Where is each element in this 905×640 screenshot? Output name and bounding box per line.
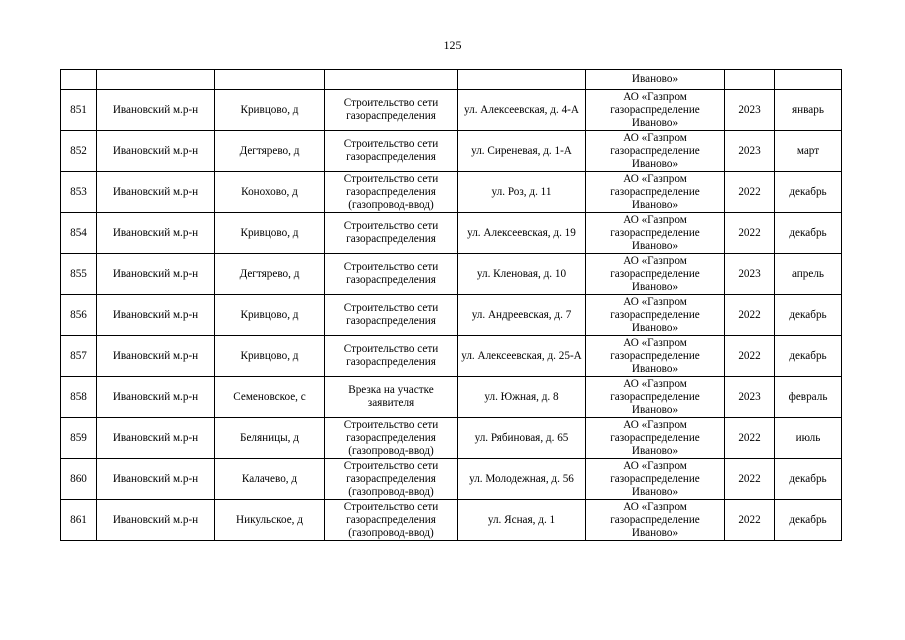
address-cell: ул. Алексеевская, д. 4-А	[458, 90, 586, 131]
district-cell: Ивановский м.р-н	[97, 418, 215, 459]
year-cell: 2022	[725, 336, 775, 377]
row-number-cell: 853	[61, 172, 97, 213]
work-type-cell: Строительство сети газораспределения	[325, 131, 458, 172]
settlement-cell: Конохово, д	[215, 172, 325, 213]
address-cell: ул. Южная, д. 8	[458, 377, 586, 418]
year-cell: 2022	[725, 295, 775, 336]
work-type-cell: Строительство сети газораспределения	[325, 90, 458, 131]
settlement-cell: Семеновское, с	[215, 377, 325, 418]
month-cell: декабрь	[775, 459, 842, 500]
row-number-cell: 855	[61, 254, 97, 295]
year-cell: 2022	[725, 500, 775, 541]
settlement-cell: Никульское, д	[215, 500, 325, 541]
work-type-cell: Строительство сети газораспределения	[325, 254, 458, 295]
organization-cell: АО «Газпром газораспределение Иваново»	[586, 336, 725, 377]
table-row	[61, 377, 842, 418]
district-cell: Ивановский м.р-н	[97, 500, 215, 541]
work-type-cell: Строительство сети газораспределения	[325, 336, 458, 377]
table-row	[61, 459, 842, 500]
work-type-cell: Строительство сети газораспределения	[325, 295, 458, 336]
month-cell	[775, 70, 842, 90]
district-cell: Ивановский м.р-н	[97, 213, 215, 254]
organization-cell: АО «Газпром газораспределение Иваново»	[586, 254, 725, 295]
month-cell: декабрь	[775, 172, 842, 213]
table-row	[61, 295, 842, 336]
month-cell: февраль	[775, 377, 842, 418]
organization-cell: АО «Газпром газораспределение Иваново»	[586, 459, 725, 500]
row-number-cell: 854	[61, 213, 97, 254]
address-cell: ул. Андреевская, д. 7	[458, 295, 586, 336]
district-cell: Ивановский м.р-н	[97, 336, 215, 377]
row-number-cell: 856	[61, 295, 97, 336]
table-row	[61, 172, 842, 213]
year-cell: 2023	[725, 377, 775, 418]
row-number-cell: 861	[61, 500, 97, 541]
table-row	[61, 131, 842, 172]
row-number-cell: 852	[61, 131, 97, 172]
table-row	[61, 500, 842, 541]
year-cell: 2023	[725, 254, 775, 295]
work-type-cell: Врезка на участке заявителя	[325, 377, 458, 418]
settlement-cell: Беляницы, д	[215, 418, 325, 459]
settlement-cell: Кривцово, д	[215, 90, 325, 131]
settlement-cell: Калачево, д	[215, 459, 325, 500]
district-cell: Ивановский м.р-н	[97, 295, 215, 336]
settlement-cell: Кривцово, д	[215, 213, 325, 254]
row-number-cell: 859	[61, 418, 97, 459]
year-cell: 2022	[725, 213, 775, 254]
table-row	[61, 70, 842, 90]
settlement-cell: Кривцово, д	[215, 336, 325, 377]
month-cell: март	[775, 131, 842, 172]
work-type-cell: Строительство сети газораспределения (газопровод-ввод)	[325, 172, 458, 213]
work-type-cell: Строительство сети газораспределения (газопровод-ввод)	[325, 459, 458, 500]
row-number-cell: 851	[61, 90, 97, 131]
row-number-cell	[61, 70, 97, 90]
year-cell: 2022	[725, 459, 775, 500]
district-cell	[97, 70, 215, 90]
work-type-cell: Строительство сети газораспределения (газопровод-ввод)	[325, 418, 458, 459]
organization-cell: АО «Газпром газораспределение Иваново»	[586, 172, 725, 213]
district-cell: Ивановский м.р-н	[97, 377, 215, 418]
settlement-cell: Дегтярево, д	[215, 254, 325, 295]
month-cell: декабрь	[775, 500, 842, 541]
address-cell: ул. Молодежная, д. 56	[458, 459, 586, 500]
page-number: 125	[443, 38, 462, 52]
address-cell: ул. Сиреневая, д. 1-А	[458, 131, 586, 172]
month-cell: апрель	[775, 254, 842, 295]
month-cell: декабрь	[775, 336, 842, 377]
district-cell: Ивановский м.р-н	[97, 459, 215, 500]
month-cell: июль	[775, 418, 842, 459]
district-cell: Ивановский м.р-н	[97, 254, 215, 295]
month-cell: декабрь	[775, 295, 842, 336]
settlement-cell: Кривцово, д	[215, 295, 325, 336]
organization-cell: АО «Газпром газораспределение Иваново»	[586, 90, 725, 131]
address-cell: ул. Рябиновая, д. 65	[458, 418, 586, 459]
address-cell: ул. Алексеевская, д. 19	[458, 213, 586, 254]
organization-cell: АО «Газпром газораспределение Иваново»	[586, 500, 725, 541]
row-number-cell: 860	[61, 459, 97, 500]
address-cell: ул. Алексеевская, д. 25-А	[458, 336, 586, 377]
table-row	[61, 213, 842, 254]
address-cell: ул. Кленовая, д. 10	[458, 254, 586, 295]
gas-distribution-table	[60, 69, 842, 541]
district-cell: Ивановский м.р-н	[97, 131, 215, 172]
year-cell: 2023	[725, 131, 775, 172]
organization-cell: АО «Газпром газораспределение Иваново»	[586, 377, 725, 418]
year-cell: 2023	[725, 90, 775, 131]
address-cell	[458, 70, 586, 90]
district-cell: Ивановский м.р-н	[97, 90, 215, 131]
table-row	[61, 336, 842, 377]
table-row	[61, 418, 842, 459]
settlement-cell: Дегтярево, д	[215, 131, 325, 172]
table-row	[61, 90, 842, 131]
organization-cell: АО «Газпром газораспределение Иваново»	[586, 418, 725, 459]
organization-cell: АО «Газпром газораспределение Иваново»	[586, 131, 725, 172]
settlement-cell	[215, 70, 325, 90]
address-cell: ул. Роз, д. 11	[458, 172, 586, 213]
row-number-cell: 857	[61, 336, 97, 377]
district-cell: Ивановский м.р-н	[97, 172, 215, 213]
work-type-cell	[325, 70, 458, 90]
work-type-cell: Строительство сети газораспределения (газопровод-ввод)	[325, 500, 458, 541]
table-row	[61, 254, 842, 295]
year-cell	[725, 70, 775, 90]
organization-cell: АО «Газпром газораспределение Иваново»	[586, 213, 725, 254]
address-cell: ул. Ясная, д. 1	[458, 500, 586, 541]
year-cell: 2022	[725, 418, 775, 459]
row-number-cell: 858	[61, 377, 97, 418]
organization-cell: АО «Газпром газораспределение Иваново»	[586, 295, 725, 336]
year-cell: 2022	[725, 172, 775, 213]
month-cell: декабрь	[775, 213, 842, 254]
organization-cell: Иваново»	[586, 70, 725, 90]
month-cell: январь	[775, 90, 842, 131]
work-type-cell: Строительство сети газораспределения	[325, 213, 458, 254]
